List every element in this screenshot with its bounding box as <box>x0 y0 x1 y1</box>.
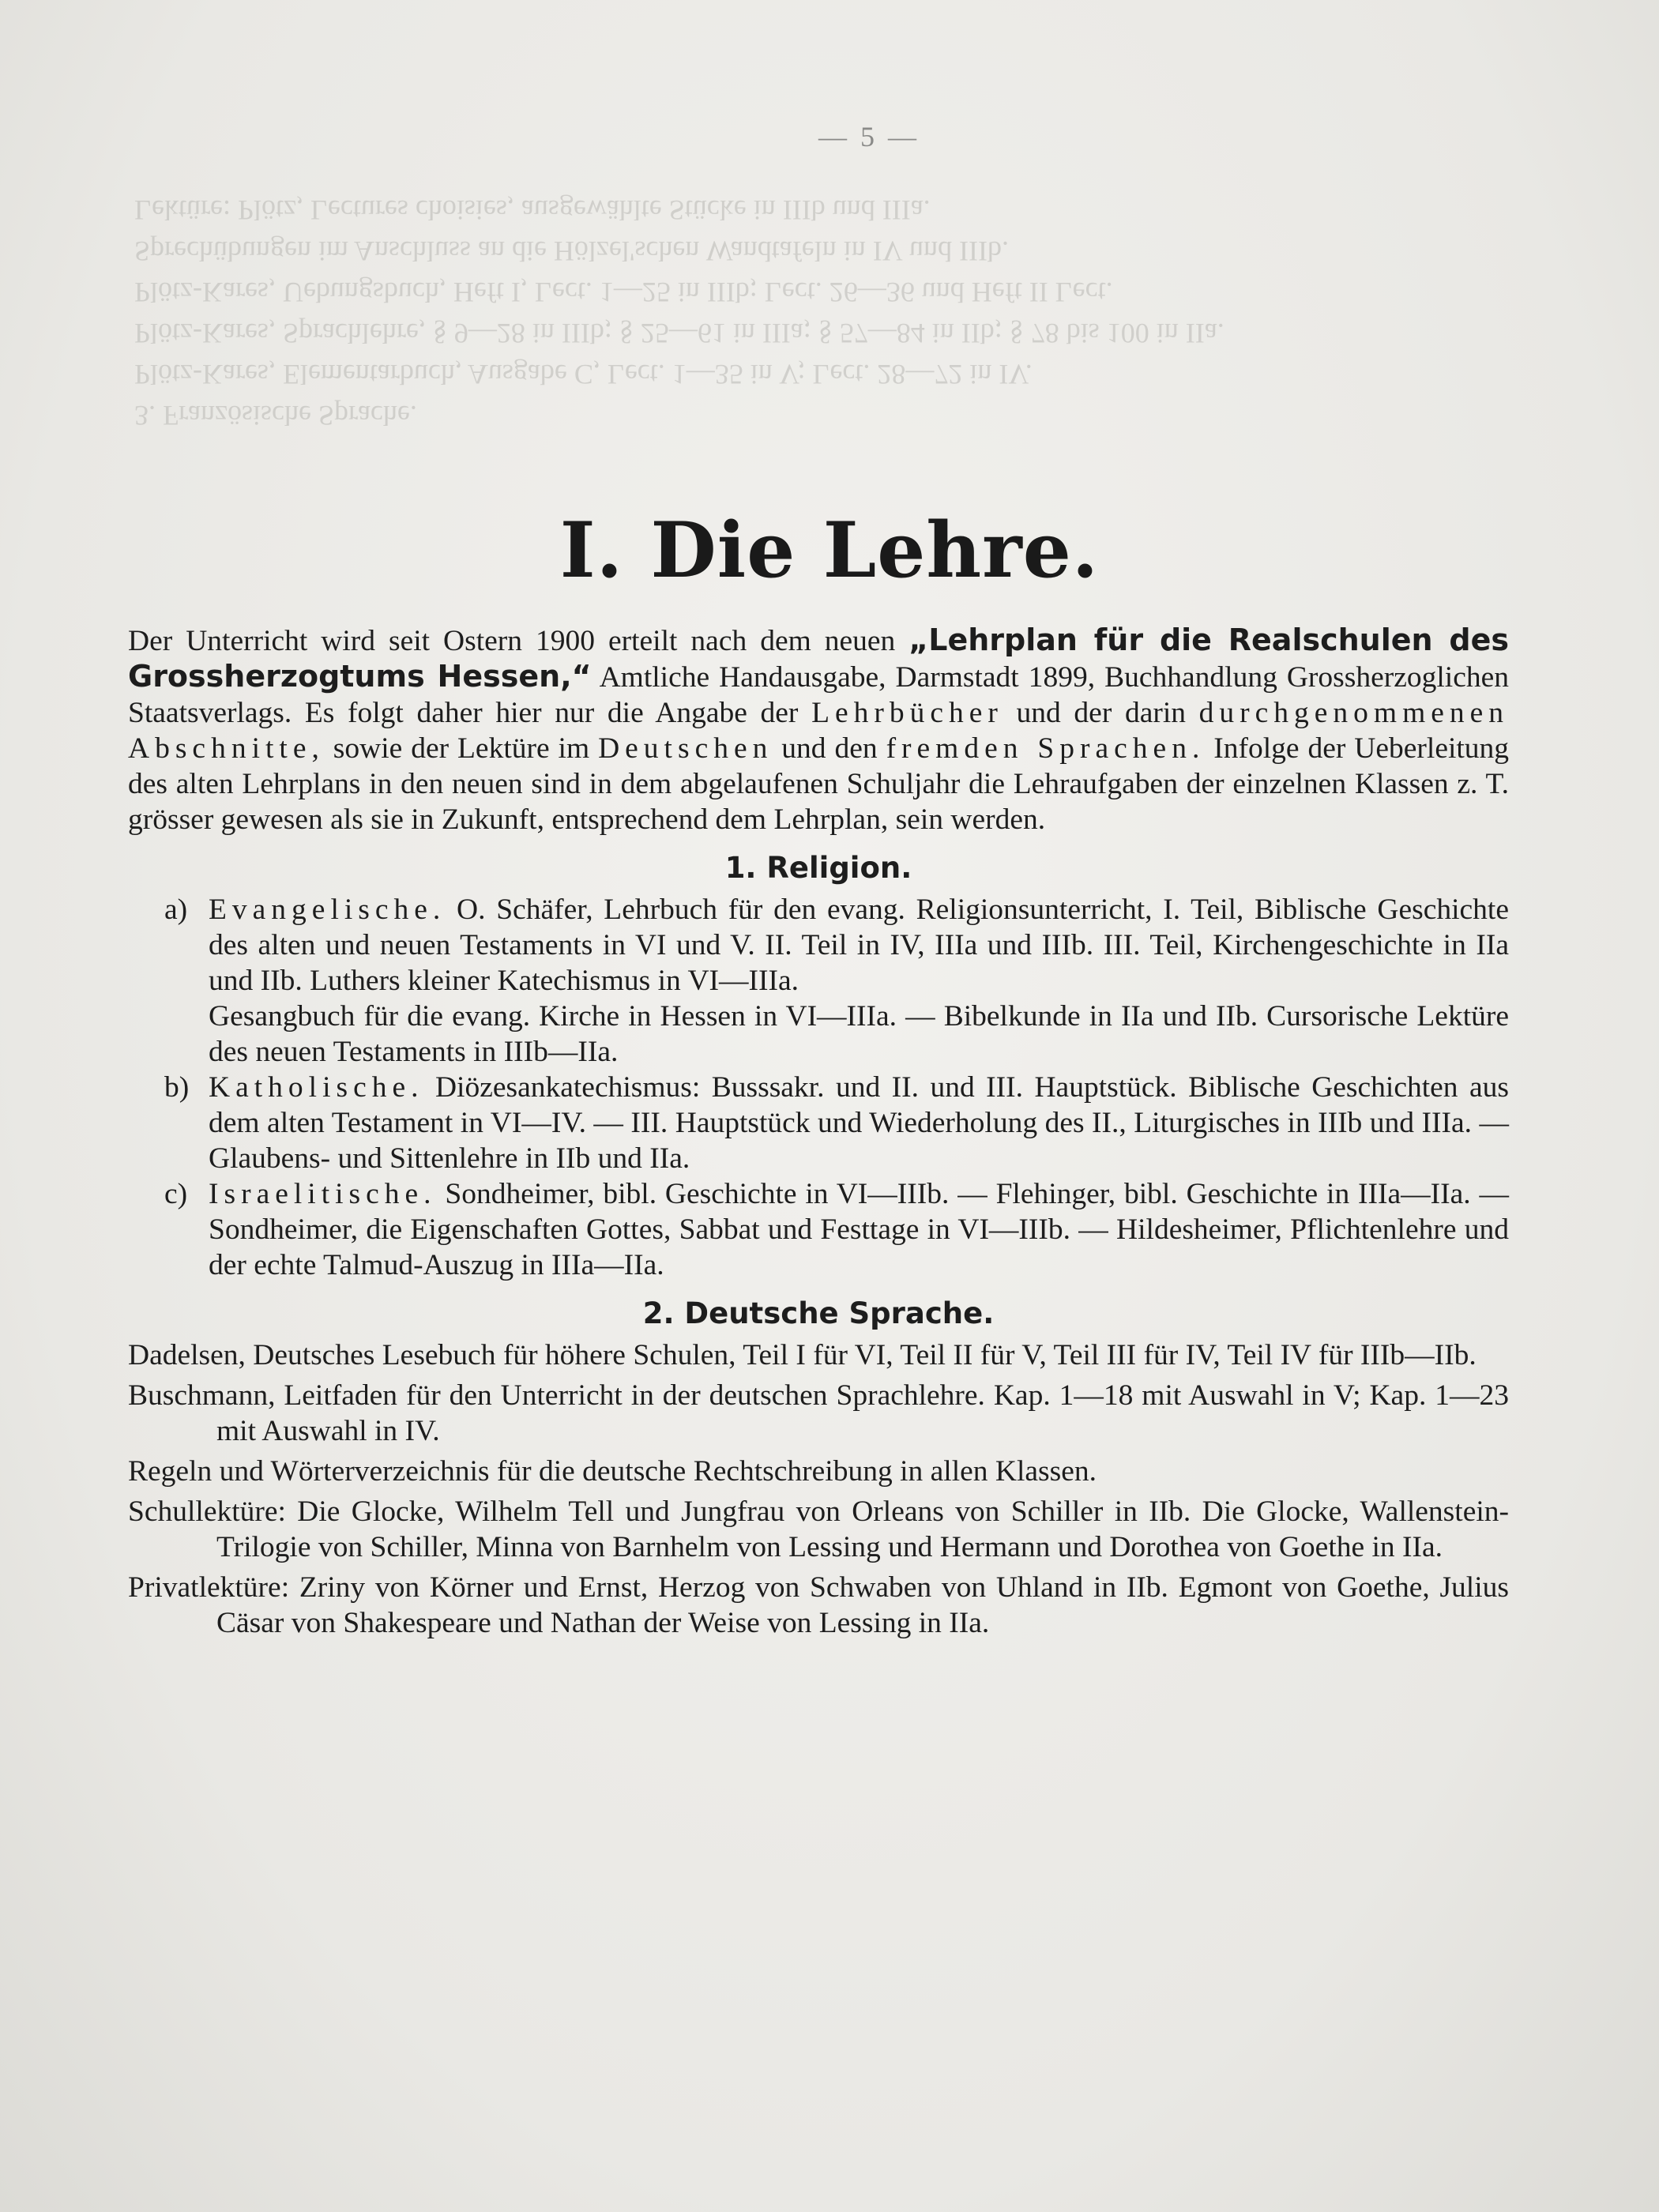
page-number: — 5 — <box>818 121 920 152</box>
bleed-line: Lektüre: Plötz, Lectures choisies, ausgewählte Stücke in IIIb und IIIa. <box>134 194 931 226</box>
bleed-line: Plötz-Kares, Sprachlehre, § 9—28 in IIIb; § 25—61 in IIIa; § 57—84 in IIb; § 78 bis 100 in IIa. <box>134 318 1224 349</box>
bleed-line: Plötz-Kares, Elementarbuch, Ausgabe C, Lect. 1—35 in V; Lect. 28—72 in IV. <box>134 359 1033 390</box>
curriculum-title: „Lehrplan für die Realschulen des Grossherzogtums Hessen,“ <box>128 623 1510 694</box>
bleed-line: Sprechübungen im Anschluss an die Hölzel'schen Wandtafeln in IV und IIIb. <box>134 235 1010 267</box>
religion-entry-katholisch: b) Katholische. Diözesankatechismus: Busssakr. und II. und III. Hauptstück. Biblische Geschichten aus dem alten Testament in VI—IV. — III. Hauptstück und Wiederholung des II., Liturgisches in IIIb und IIIa. — Glaubens- und Sittenlehre in IIb und IIa. <box>164 1071 1509 1175</box>
page-title: I. Die Lehre. <box>559 506 1100 595</box>
deutsch-item: Schullektüre: Die Glocke, Wilhelm Tell und Jungfrau von Orleans von Schiller in IIb. Die Glocke, Wallenstein-Trilogie von Schiller, Minna von Barnhelm von Lessing und Hermann und Dorothea von Goethe in IIa. <box>128 1495 1509 1563</box>
deutsch-item: Buschmann, Leitfaden für den Unterricht in der deutschen Sprachlehre. Kap. 1—18 mit Auswahl in V; Kap. 1—23 mit Auswahl in IV. <box>128 1379 1509 1447</box>
religion-entry-israelitisch: c) Israelitische. Sondheimer, bibl. Geschichte in VI—IIIb. — Flehinger, bibl. Geschichte in IIIa—IIa. — Sondheimer, die Eigenschaften Gottes, Sabbat und Festtage in VI—IIIb. — Hildesheimer, Pflichtenlehre und der echte Talmud-Auszug in IIIa—IIa. <box>164 1178 1509 1281</box>
bleed-line: Plötz-Kares, Uebungsbuch, Heft I, Lect. 1—25 in IIIb; Lect. 26—36 und Heft II Lect. <box>134 276 1113 308</box>
bleed-through-text <box>134 190 1525 436</box>
document-body <box>128 623 1509 1646</box>
section-heading-deutsch: 2. Deutsche Sprache. <box>642 1296 995 1330</box>
religion-entry-evangelisch: a) Evangelische. O. Schäfer, Lehrbuch für den evang. Religionsunterricht, I. Teil, Biblische Geschichte des alten und neuen Testaments in VI und V. II. Teil in IV, IIIa und IIIb. III. Teil, Kirchengeschichte in IIa und IIb. Luthers kleiner Katechismus in VI—IIIa. Gesangbuch für die evang. Kirche in Hessen in VI—IIIa. — Bibelkunde in IIa und IIb. Cursorische Lektüre des neuen Testaments in IIIb—IIa. <box>164 893 1509 1068</box>
deutsch-item: Regeln und Wörterverzeichnis für die deutsche Rechtschreibung in allen Klassen. <box>128 1455 1097 1488</box>
section-heading-religion: 1. Religion. <box>724 851 912 885</box>
intro-paragraph: Der Unterricht wird seit Ostern 1900 erteilt nach dem neuen „Lehrplan für die Realschulen des Grossherzogtums Hessen,“ Amtliche Handausgabe, Darmstadt 1899, Buchhandlung Grossherzoglichen Staatsverlags. Es folgt daher hier nur die Angabe der Lehrbücher und der darin durchgenommenen Abschnitte, sowie der Lektüre im Deutschen und den fremden Sprachen. Infolge der Ueberleitung des alten Lehrplans in den neuen sind in dem abgelaufenen Schuljahr die Lehraufgaben der einzelnen Klassen z. T. grösser gewesen als sie in Zukunft, entsprechend dem Lehrplan, sein werden. <box>128 623 1510 836</box>
bleed-line: 3. Französische Sprache. <box>134 400 417 431</box>
deutsch-item: Privatlektüre: Zriny von Körner und Ernst, Herzog von Schwaben von Uhland in IIb. Egmont von Goethe, Julius Cäsar von Shakespeare und Nathan der Weise von Lessing in IIa. <box>128 1571 1509 1639</box>
deutsch-item: Dadelsen, Deutsches Lesebuch für höhere Schulen, Teil I für VI, Teil II für V, Teil III für IV, Teil IV für IIIb—IIb. <box>128 1339 1477 1371</box>
